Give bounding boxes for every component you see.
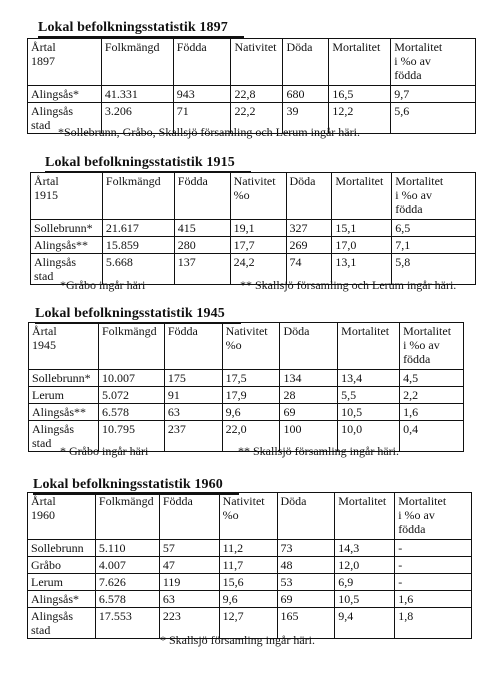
natality-unit: %o (222, 508, 239, 522)
year-label: Årtal (31, 494, 56, 508)
cell-natality: 17,9 (222, 387, 280, 404)
cell-place (28, 608, 96, 639)
cell-natality: 11,2 (219, 540, 277, 557)
cell-deaths: 74 (286, 254, 332, 285)
cell-infant: 5,6 (391, 103, 476, 134)
cell-births: 91 (164, 387, 222, 404)
cell-births: 57 (159, 540, 219, 557)
cell-mortality: 15,1 (332, 220, 392, 237)
cell-mortality: 17,0 (332, 237, 392, 254)
place-line-1: Alingsås (32, 422, 74, 436)
cell-population: 41.331 (101, 86, 173, 103)
cell-place: Alingsås* (28, 591, 96, 608)
cell-place: Lerum (29, 387, 99, 404)
infant-line-2: i %o av (403, 338, 440, 352)
place-line-2: stad (32, 436, 52, 450)
cell-place: Lerum (28, 574, 96, 591)
cell-infant: 1,6 (395, 591, 472, 608)
cell-deaths: 69 (277, 591, 335, 608)
header-births: Födda (159, 493, 219, 540)
cell-infant: 0,4 (400, 421, 464, 452)
natality-label: Nativitet (225, 324, 268, 338)
header-population: Folkmängd (102, 173, 174, 220)
cell-natality: 24,2 (230, 254, 286, 285)
header-births: Födda (173, 39, 231, 86)
cell-population: 4.007 (95, 557, 159, 574)
cell-mortality: 6,9 (335, 574, 395, 591)
cell-natality: 19,1 (230, 220, 286, 237)
infant-line-1: Mortalitet (394, 40, 443, 54)
title-1897: Lokal befolkningsstatistik 1897 (38, 20, 228, 35)
cell-population: 5.072 (98, 387, 164, 404)
cell-place: Alingsås* (28, 86, 102, 103)
title-1960: Lokal befolkningsstatistik 1960 (33, 477, 223, 492)
table-row (28, 557, 472, 574)
table-header-row (28, 39, 476, 86)
cell-infant: 1,6 (400, 404, 464, 421)
cell-mortality: 10,5 (335, 591, 395, 608)
infant-line-2: i %o av (394, 54, 431, 68)
infant-line-2: i %o av (398, 508, 435, 522)
table-row (28, 574, 472, 591)
header-deaths: Döda (280, 323, 338, 370)
cell-population: 5.668 (102, 254, 174, 285)
natality-unit: %o (225, 338, 242, 352)
cell-natality: 22,2 (231, 103, 283, 134)
cell-population: 10.795 (98, 421, 164, 452)
cell-infant: 9,7 (391, 86, 476, 103)
header-births: Födda (164, 323, 222, 370)
footnote: * Skallsjö församling ingår häri. (160, 633, 315, 647)
cell-mortality: 13,4 (338, 370, 400, 387)
header-population: Folkmängd (95, 493, 159, 540)
header-deaths: Döda (277, 493, 335, 540)
cell-deaths: 680 (283, 86, 329, 103)
infant-line-3: födda (398, 522, 426, 536)
footnote: *Sollebrunn, Gråbo, Skallsjö församling och Lerum ingår häri. (58, 125, 360, 139)
table-row (28, 591, 472, 608)
table-row (28, 86, 476, 103)
header-population: Folkmängd (101, 39, 173, 86)
cell-mortality: 16,5 (329, 86, 391, 103)
footnote: *Gråbo ingår häri (60, 278, 146, 292)
cell-population: 21.617 (102, 220, 174, 237)
year-label: Årtal (31, 40, 56, 54)
cell-mortality: 5,5 (338, 387, 400, 404)
header-mortality: Mortalitet (329, 39, 391, 86)
cell-infant: 6,5 (392, 220, 476, 237)
title-1945: Lokal befolkningsstatistik 1945 (35, 306, 225, 321)
table-row (29, 387, 464, 404)
cell-infant: 4,5 (400, 370, 464, 387)
cell-place: Sollebrunn (28, 540, 96, 557)
cell-infant: 2,2 (400, 387, 464, 404)
cell-natality: 17,5 (222, 370, 280, 387)
header-infant-mortality (392, 173, 476, 220)
cell-natality: 22,0 (222, 421, 280, 452)
cell-deaths: 134 (280, 370, 338, 387)
cell-mortality: 10,0 (338, 421, 400, 452)
cell-deaths: 69 (280, 404, 338, 421)
header-infant-mortality (395, 493, 472, 540)
table-1915 (30, 172, 476, 285)
table-header-row (29, 323, 464, 370)
cell-births: 63 (159, 591, 219, 608)
cell-place: Alingsås** (29, 404, 99, 421)
table-row (31, 220, 476, 237)
cell-mortality: 12,2 (329, 103, 391, 134)
header-infant-mortality (391, 39, 476, 86)
infant-line-2: i %o av (395, 188, 432, 202)
header-year (28, 39, 102, 86)
footnote: * Gråbo ingår häri (60, 444, 149, 458)
infant-line-3: födda (395, 202, 423, 216)
cell-births: 71 (173, 103, 231, 134)
cell-mortality: 9,4 (335, 608, 395, 639)
cell-mortality: 12,0 (335, 557, 395, 574)
cell-deaths: 269 (286, 237, 332, 254)
year-value: 1945 (32, 338, 56, 352)
cell-births: 237 (164, 421, 222, 452)
year-value: 1960 (31, 508, 55, 522)
year-label: Årtal (32, 324, 57, 338)
cell-mortality: 13,1 (332, 254, 392, 285)
cell-population: 17.553 (95, 608, 159, 639)
footnote: ** Skallsjö församling ingår häri. (238, 444, 399, 458)
natality-label: Nativitet (222, 494, 265, 508)
table-1945 (28, 322, 464, 452)
year-value: 1915 (34, 188, 58, 202)
cell-births: 175 (164, 370, 222, 387)
natality-label: Nativitet (233, 174, 276, 188)
cell-mortality: 14,3 (335, 540, 395, 557)
cell-deaths: 53 (277, 574, 335, 591)
cell-population: 10.007 (98, 370, 164, 387)
header-deaths: Döda (286, 173, 332, 220)
cell-place: Sollebrunn* (29, 370, 99, 387)
cell-natality: 11,7 (219, 557, 277, 574)
header-births: Födda (174, 173, 230, 220)
table-row (28, 540, 472, 557)
cell-deaths: 327 (286, 220, 332, 237)
cell-births: 137 (174, 254, 230, 285)
table-1960 (27, 492, 472, 639)
place-line-1: Alingsås (34, 255, 76, 269)
infant-line-1: Mortalitet (398, 494, 447, 508)
table-row (29, 404, 464, 421)
table-header-row (28, 493, 472, 540)
place-line-2: stad (31, 118, 51, 132)
cell-births: 119 (159, 574, 219, 591)
header-year (29, 323, 99, 370)
cell-births: 280 (174, 237, 230, 254)
place-line-1: Alingsås (31, 104, 73, 118)
natality-unit: %o (233, 188, 250, 202)
cell-natality: 22,8 (231, 86, 283, 103)
cell-place: Sollebrunn* (31, 220, 103, 237)
cell-births: 943 (173, 86, 231, 103)
cell-population: 3.206 (101, 103, 173, 134)
infant-line-3: födda (403, 352, 431, 366)
cell-births: 63 (164, 404, 222, 421)
cell-births: 415 (174, 220, 230, 237)
cell-natality: 12,7 (219, 608, 277, 639)
infant-line-1: Mortalitet (395, 174, 444, 188)
cell-natality: 17,7 (230, 237, 286, 254)
cell-population: 6.578 (98, 404, 164, 421)
header-natality (222, 323, 280, 370)
header-year (31, 173, 103, 220)
cell-population: 6.578 (95, 591, 159, 608)
cell-deaths: 100 (280, 421, 338, 452)
place-line-1: Alingsås (31, 609, 73, 623)
header-mortality: Mortalitet (338, 323, 400, 370)
cell-infant: 7,1 (392, 237, 476, 254)
cell-deaths: 39 (283, 103, 329, 134)
header-deaths: Döda (283, 39, 329, 86)
cell-population: 15.859 (102, 237, 174, 254)
footnote: ** Skallsjö församling och Lerum ingår häri. (240, 278, 457, 292)
cell-deaths: 28 (280, 387, 338, 404)
cell-place: Gråbo (28, 557, 96, 574)
table-row (31, 237, 476, 254)
cell-natality: 9,6 (222, 404, 280, 421)
cell-mortality: 10,5 (338, 404, 400, 421)
header-mortality: Mortalitet (332, 173, 392, 220)
header-population: Folkmängd (98, 323, 164, 370)
year-label: Årtal (34, 174, 59, 188)
cell-births: 223 (159, 608, 219, 639)
cell-population: 7.626 (95, 574, 159, 591)
header-infant-mortality (400, 323, 464, 370)
infant-line-3: födda (394, 68, 422, 82)
header-year (28, 493, 96, 540)
cell-place: Alingsås** (31, 237, 103, 254)
infant-line-1: Mortalitet (403, 324, 452, 338)
cell-infant: 1,8 (395, 608, 472, 639)
cell-births: 47 (159, 557, 219, 574)
cell-infant: - (395, 540, 472, 557)
header-natality (230, 173, 286, 220)
cell-infant: - (395, 574, 472, 591)
cell-natality: 9,6 (219, 591, 277, 608)
table-row (29, 370, 464, 387)
header-natality (219, 493, 277, 540)
cell-infant: 5,8 (392, 254, 476, 285)
place-line-2: stad (34, 269, 54, 283)
cell-deaths: 73 (277, 540, 335, 557)
year-value: 1897 (31, 54, 55, 68)
table-header-row (31, 173, 476, 220)
table-1897 (27, 38, 476, 134)
header-natality: Nativitet (231, 39, 283, 86)
cell-population: 5.110 (95, 540, 159, 557)
cell-deaths: 48 (277, 557, 335, 574)
cell-deaths: 165 (277, 608, 335, 639)
cell-infant: - (395, 557, 472, 574)
cell-natality: 15,6 (219, 574, 277, 591)
place-line-2: stad (31, 623, 51, 637)
title-1915: Lokal befolkningsstatistik 1915 (45, 155, 235, 170)
header-mortality: Mortalitet (335, 493, 395, 540)
